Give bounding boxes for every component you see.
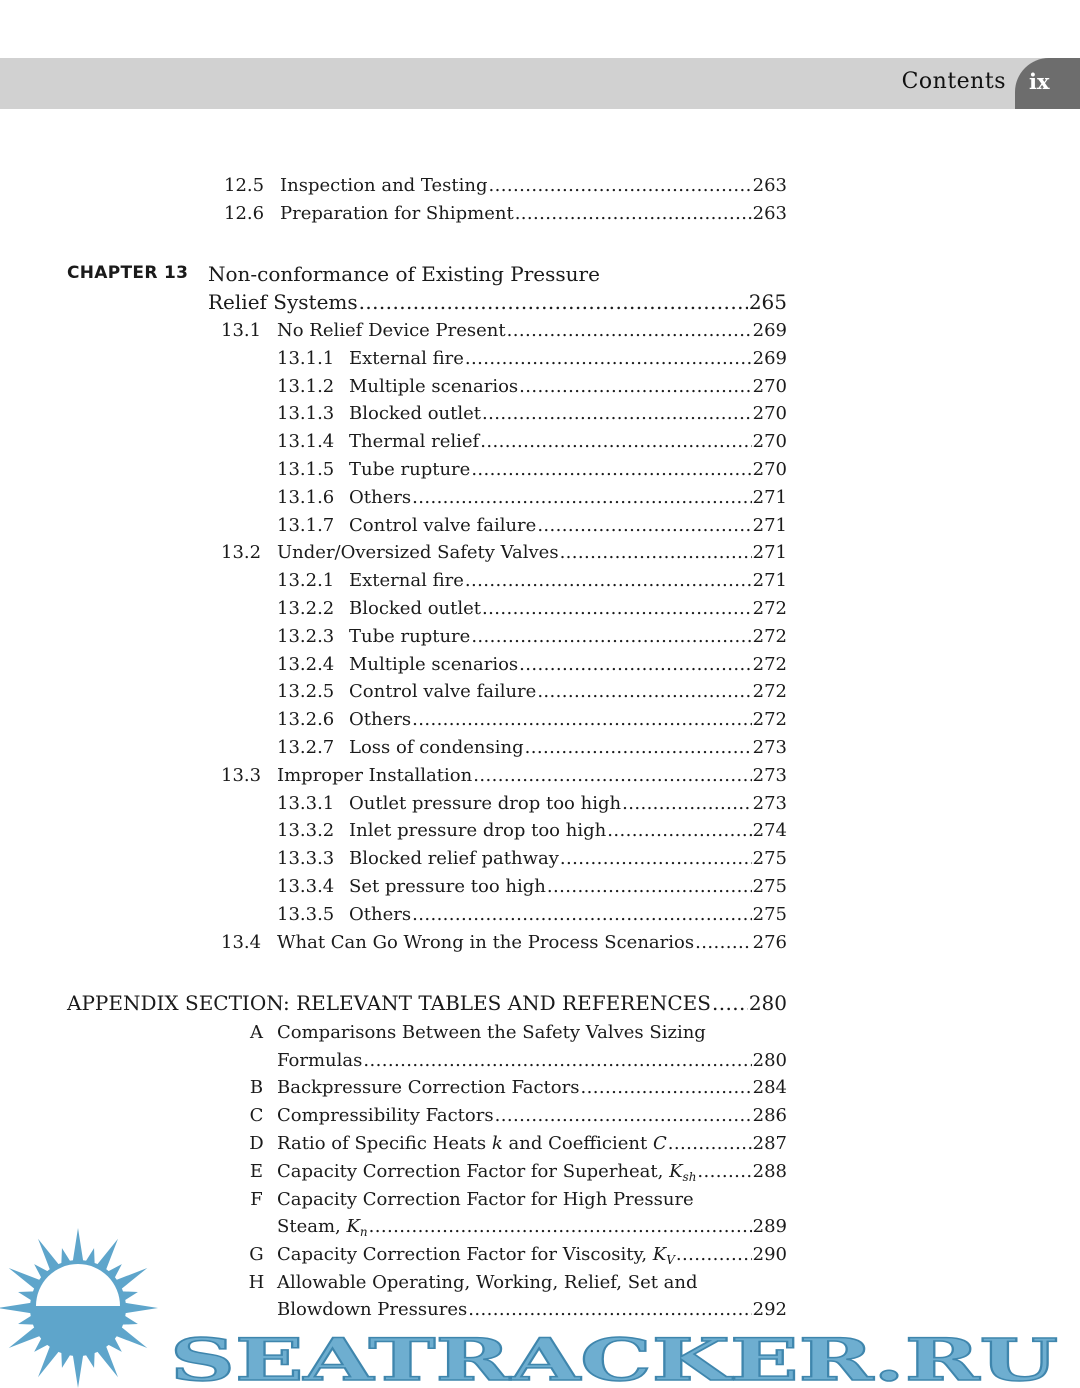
toc-entry[interactable] <box>236 1049 787 1073</box>
entry-title <box>349 514 536 538</box>
title-segment: Capacity Correction Factor for Viscosity, <box>277 1243 653 1265</box>
entry-title <box>349 819 606 843</box>
chapter-title-line1 <box>208 262 600 286</box>
entry-title <box>349 625 470 649</box>
title-segment: Loss of condensing <box>349 737 524 758</box>
title-segment: Capacity Correction Factor for High Pressure <box>277 1188 694 1210</box>
toc-entry[interactable] <box>277 430 787 454</box>
dot-leader <box>471 458 751 482</box>
entry-number: 13.2.3 <box>277 625 335 647</box>
dot-leader <box>668 1132 752 1156</box>
entry-number: 13.1 <box>221 320 262 341</box>
page-ref: 284 <box>752 1077 787 1099</box>
title-segment: V <box>666 1252 675 1267</box>
toc-entry[interactable] <box>277 736 787 760</box>
title-segment: Multiple scenarios <box>349 653 519 675</box>
title-segment: n <box>359 1225 368 1239</box>
dot-leader <box>515 202 752 226</box>
page-ref: 272 <box>752 681 787 703</box>
title-segment: External fire <box>349 347 464 369</box>
title-segment: sh <box>682 1169 697 1184</box>
title-segment: C <box>652 1132 667 1154</box>
entry-title <box>280 174 488 198</box>
entry-number: 13.3 <box>221 764 262 786</box>
entry-title <box>349 486 411 510</box>
sun-ray-icon <box>0 1228 158 1388</box>
dot-leader <box>537 514 751 538</box>
toc-entry[interactable] <box>236 1076 787 1100</box>
entry-number: 12.5 <box>224 175 265 196</box>
entry-title <box>277 1215 368 1244</box>
page-ref: 272 <box>752 625 787 647</box>
page-ref: 271 <box>752 514 787 536</box>
sun-logo-icon <box>0 1228 160 1388</box>
title-segment: Compressibility Factors <box>277 1105 494 1127</box>
title-segment: Improper Installation <box>277 764 473 786</box>
title-segment: Thermal relief <box>349 431 480 453</box>
page-ref: 274 <box>752 820 787 842</box>
entry-title <box>349 347 464 371</box>
toc-entry[interactable] <box>277 792 787 816</box>
dot-leader <box>473 764 751 788</box>
dot-leader <box>412 903 752 927</box>
page-ref: 270 <box>752 375 787 397</box>
entry-number: B <box>249 1077 264 1099</box>
page-ref: 272 <box>752 709 787 731</box>
entry-number: 12.6 <box>224 203 265 224</box>
page-ref: 273 <box>752 764 787 786</box>
title-segment: Others <box>349 903 412 925</box>
entry-number: 13.3.2 <box>277 820 335 842</box>
entry-number: 13.3.4 <box>277 876 335 897</box>
dot-leader <box>525 736 752 760</box>
dot-leader <box>359 290 748 314</box>
title-segment: k <box>491 1132 503 1154</box>
entry-number: 13.1.1 <box>277 347 335 369</box>
title-segment: K <box>652 1243 667 1265</box>
entry-title <box>349 597 481 621</box>
title-segment: External fire <box>349 570 464 592</box>
entry-number: 13.1.5 <box>277 459 335 480</box>
entry-number: 13.2.1 <box>277 570 335 592</box>
entry-number: 13.2.6 <box>277 709 335 731</box>
entry-title <box>349 847 559 871</box>
toc-entry[interactable] <box>277 402 787 426</box>
entry-number: 13.4 <box>221 931 262 953</box>
entry-number: 13.1.6 <box>277 486 335 508</box>
page-ref: 275 <box>752 876 787 897</box>
title-segment: Inlet pressure drop too high <box>349 820 607 842</box>
entry-title <box>277 541 559 565</box>
title-segment: Control valve failure <box>349 681 537 703</box>
title-segment: Set pressure too high <box>349 876 546 897</box>
toc-entry[interactable] <box>277 375 787 399</box>
title-segment: Comparisons Between the Safety Valves Sizing <box>277 1022 706 1043</box>
entry-number: 13.1.3 <box>277 403 335 425</box>
entry-number: G <box>249 1243 264 1265</box>
page-ref: 263 <box>752 175 787 196</box>
toc-entry[interactable] <box>221 319 787 343</box>
entry-title <box>277 1132 667 1156</box>
entry-title <box>277 1271 698 1295</box>
entry-number: 13.3.1 <box>277 792 335 814</box>
entry-number: C <box>249 1105 264 1127</box>
entry-number: 13.3.3 <box>277 848 335 870</box>
title-segment: Others <box>349 486 412 508</box>
toc-entry[interactable] <box>236 1160 787 1189</box>
entry-title <box>280 202 514 226</box>
appendix-title: APPENDIX SECTION: RELEVANT TABLES AND REFERENCES <box>67 991 711 1015</box>
entry-number: 13.2 <box>221 542 262 564</box>
chapter-label: CHAPTER 13 <box>67 263 189 283</box>
entry-number: 13.1.4 <box>277 431 335 453</box>
entry-title <box>277 1104 494 1128</box>
entry-title <box>277 1298 467 1322</box>
page-ref: 272 <box>752 598 787 619</box>
entry-number: A <box>250 1022 263 1043</box>
entry-title <box>277 1076 579 1100</box>
entry-number: 13.2.5 <box>277 681 335 703</box>
entry-title <box>349 653 518 677</box>
dot-leader <box>412 708 752 732</box>
dot-leader <box>547 875 752 899</box>
title-segment: Inspection and Testing <box>280 175 488 196</box>
toc-entry[interactable] <box>277 458 787 482</box>
entry-title <box>277 1021 706 1045</box>
entry-number: 13.1.2 <box>277 375 335 397</box>
dot-leader <box>580 1076 751 1100</box>
entry-number: 13.2.4 <box>277 653 335 675</box>
toc-entry[interactable] <box>236 1188 694 1212</box>
page-ref: 271 <box>752 542 787 564</box>
entry-title <box>349 458 470 482</box>
running-header <box>0 58 1080 109</box>
dot-leader <box>519 375 751 399</box>
page-ref: 271 <box>752 570 787 592</box>
title-segment: Steam, <box>277 1216 347 1237</box>
entry-number: E <box>249 1160 264 1182</box>
title-segment: Blocked outlet <box>349 403 482 425</box>
page-ref: 265 <box>748 290 787 314</box>
entry-title <box>277 764 472 788</box>
entry-title <box>349 903 411 927</box>
dot-leader <box>712 991 748 1015</box>
dot-leader <box>471 625 751 649</box>
title-segment: Formulas <box>277 1049 363 1071</box>
title-segment: Preparation for Shipment <box>280 203 514 224</box>
title-segment: Blocked relief pathway <box>349 848 559 870</box>
entry-title <box>349 402 481 426</box>
page-ref: 292 <box>752 1299 787 1321</box>
toc-entry[interactable] <box>221 764 787 788</box>
entry-title <box>349 736 524 760</box>
page-ref: 270 <box>752 459 787 480</box>
page-ref: 272 <box>752 653 787 675</box>
page-ref: 269 <box>752 347 787 369</box>
dot-leader <box>482 402 752 426</box>
dot-leader <box>519 653 751 677</box>
dot-leader <box>369 1215 752 1239</box>
toc-entry[interactable] <box>236 1021 706 1045</box>
toc-entry[interactable] <box>277 569 787 593</box>
page-ref: 280 <box>748 991 787 1015</box>
seatracker-watermark <box>170 1328 1060 1386</box>
toc-entry[interactable] <box>277 847 787 871</box>
dot-leader <box>695 931 752 955</box>
toc-entry[interactable] <box>277 875 787 899</box>
dot-leader <box>537 680 751 704</box>
title-segment: Under/Oversized Safety Valves <box>277 542 559 564</box>
dot-leader <box>676 1243 752 1267</box>
toc-entry[interactable] <box>221 931 787 955</box>
toc-entry[interactable] <box>224 174 787 198</box>
dot-leader <box>363 1049 751 1073</box>
entry-title <box>349 875 546 899</box>
title-segment: Outlet pressure drop too high <box>349 792 622 814</box>
entry-number: 13.2.7 <box>277 737 335 758</box>
page-ref: 271 <box>752 486 787 508</box>
dot-leader <box>495 1104 752 1128</box>
toc-entry[interactable] <box>277 486 787 510</box>
title-segment: Multiple scenarios <box>349 375 519 397</box>
title-segment: Backpressure Correction Factors <box>277 1077 580 1099</box>
page-number: ix <box>1029 69 1050 94</box>
dot-leader <box>560 541 752 565</box>
title-segment: Ratio of Specific Heats <box>277 1132 492 1154</box>
title-segment: Control valve failure <box>349 514 537 536</box>
page-number-tab <box>1015 58 1080 109</box>
entry-title <box>349 375 518 399</box>
toc-entry[interactable] <box>236 1104 787 1128</box>
entry-title <box>349 569 464 593</box>
toc-entry[interactable] <box>236 1215 787 1244</box>
dot-leader <box>465 569 752 593</box>
entry-number: 13.1.7 <box>277 514 335 536</box>
title-segment: Blocked outlet <box>349 598 482 619</box>
toc-entry[interactable] <box>277 597 787 621</box>
entry-title <box>277 319 506 343</box>
title-segment: No Relief Device Present <box>277 320 506 341</box>
page-ref: 288 <box>752 1160 787 1182</box>
page-ref: 286 <box>752 1105 787 1127</box>
dot-leader <box>482 597 752 621</box>
dot-leader <box>480 430 751 454</box>
title-segment: K <box>669 1160 683 1182</box>
toc-entry[interactable] <box>236 1298 787 1322</box>
chapter-title-text: Non-conformance of Existing Pressure <box>208 262 600 286</box>
page-ref: 263 <box>752 203 787 224</box>
toc-entry[interactable] <box>224 202 787 226</box>
page-ref: 280 <box>752 1049 787 1071</box>
toc-entry[interactable] <box>277 653 787 677</box>
title-segment: K <box>346 1216 360 1237</box>
title-segment: Tube rupture <box>349 625 471 647</box>
entry-title <box>277 1160 696 1189</box>
chapter-title-text: Relief Systems <box>208 290 358 314</box>
toc-entry[interactable] <box>277 708 787 732</box>
toc-entry[interactable] <box>277 680 787 704</box>
entry-title <box>349 430 479 454</box>
entry-title <box>349 792 621 816</box>
entry-number: D <box>249 1132 264 1154</box>
entry-title <box>349 708 411 732</box>
dot-leader <box>697 1160 751 1184</box>
entry-number: H <box>248 1271 265 1293</box>
title-segment: Tube rupture <box>349 459 471 480</box>
dot-leader <box>507 319 752 343</box>
dot-leader <box>489 174 752 198</box>
page-ref: 270 <box>752 403 787 425</box>
toc-entry[interactable] <box>277 625 787 649</box>
page-ref: 273 <box>752 737 787 758</box>
dot-leader <box>622 792 752 816</box>
entry-title <box>277 1243 675 1272</box>
title-segment: Allowable Operating, Working, Relief, Set and <box>277 1271 698 1293</box>
entry-title <box>277 931 694 955</box>
title-segment: and Coefficient <box>502 1132 653 1154</box>
toc-entry[interactable] <box>221 541 787 565</box>
chapter-title-line2[interactable] <box>208 290 787 314</box>
dot-leader <box>465 347 752 371</box>
toc-entry[interactable] <box>236 1132 787 1156</box>
toc-entry[interactable] <box>236 1243 787 1272</box>
dot-leader <box>468 1298 751 1322</box>
entry-title <box>277 1049 362 1073</box>
running-header-title: Contents <box>901 69 1006 94</box>
page-ref: 269 <box>752 320 787 341</box>
entry-number: 13.3.5 <box>277 903 335 925</box>
appendix-heading[interactable] <box>67 991 787 1015</box>
toc-entry[interactable] <box>236 1271 698 1295</box>
dot-leader <box>607 819 751 843</box>
page-ref: 273 <box>752 792 787 814</box>
toc-entry[interactable] <box>277 903 787 927</box>
toc-entry[interactable] <box>277 819 787 843</box>
title-segment: What Can Go Wrong in the Process Scenarios <box>277 931 695 953</box>
title-segment: Blowdown Pressures <box>277 1299 468 1321</box>
page-ref: 290 <box>752 1243 787 1265</box>
page-ref: 289 <box>752 1216 787 1237</box>
toc-entry[interactable] <box>277 514 787 538</box>
page-ref: 275 <box>752 903 787 925</box>
page-ref: 276 <box>752 931 787 953</box>
dot-leader <box>560 847 752 871</box>
entry-number: 13.2.2 <box>277 598 335 619</box>
page-ref: 275 <box>752 848 787 870</box>
toc-entry[interactable] <box>277 347 787 371</box>
entry-title <box>277 1188 694 1212</box>
entry-title <box>349 680 536 704</box>
page-ref: 287 <box>752 1132 787 1154</box>
dot-leader <box>412 486 752 510</box>
page-ref: 270 <box>752 431 787 453</box>
entry-number: F <box>250 1188 263 1210</box>
title-segment: Capacity Correction Factor for Superheat, <box>277 1160 670 1182</box>
watermark-text: SEATRACKER.RU <box>170 1328 1058 1386</box>
title-segment: Others <box>349 709 412 731</box>
